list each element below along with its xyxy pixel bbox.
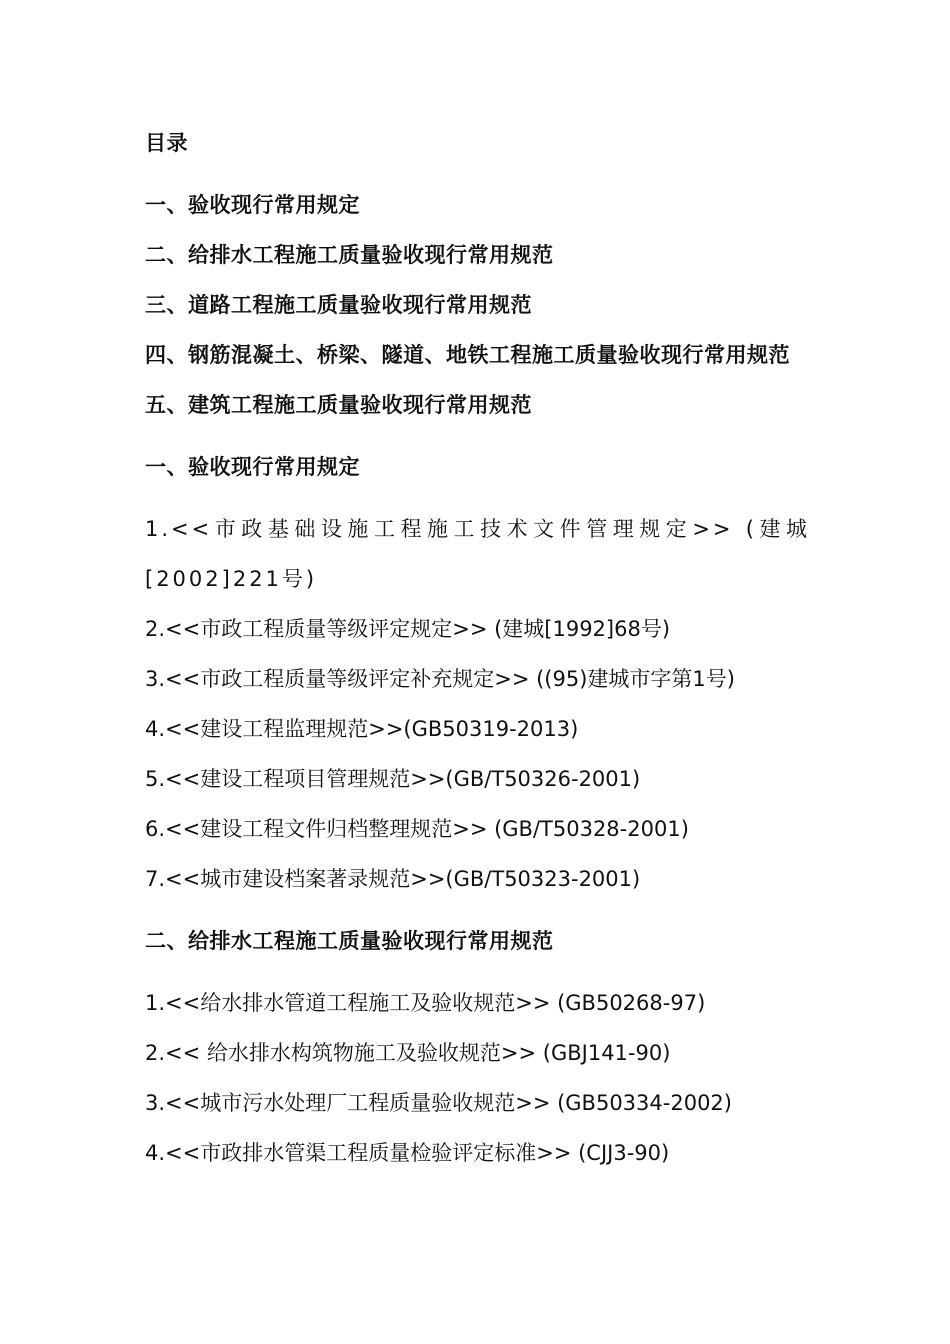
list-item: 5.<<建设工程项目管理规范>>(GB/T50326-2001) <box>145 767 641 791</box>
document-page <box>145 118 810 1178</box>
list-item: 1.<<市政基础设施工程施工技术文件管理规定>> (建城[2002]221号) <box>145 517 810 591</box>
toc-item: 四、钢筋混凝土、桥梁、隧道、地铁工程施工质量验收现行常用规范 <box>145 343 790 367</box>
list-item: 7.<<城市建设档案著录规范>>(GB/T50323-2001) <box>145 867 641 891</box>
list-item: 2.<< 给水排水构筑物施工及验收规范>> (GBJ141-90) <box>145 1041 671 1065</box>
toc-item: 三、道路工程施工质量验收现行常用规范 <box>145 293 532 317</box>
section-heading: 一、验收现行常用规定 <box>145 455 360 479</box>
toc-title: 目录 <box>145 131 188 155</box>
toc-item: 一、验收现行常用规定 <box>145 193 360 217</box>
list-item: 4.<<建设工程监理规范>>(GB50319-2013) <box>145 717 579 741</box>
section-heading: 二、给排水工程施工质量验收现行常用规范 <box>145 929 554 953</box>
list-item: 1.<<给水排水管道工程施工及验收规范>> (GB50268-97) <box>145 991 706 1015</box>
standard-list <box>145 978 810 1178</box>
list-item: 6.<<建设工程文件归档整理规范>> (GB/T50328-2001) <box>145 817 689 841</box>
toc-item: 五、建筑工程施工质量验收现行常用规范 <box>145 393 532 417</box>
list-item: 3.<<城市污水处理厂工程质量验收规范>> (GB50334-2002) <box>145 1091 732 1115</box>
list-item: 4.<<市政排水管渠工程质量检验评定标准>> (CJJ3-90) <box>145 1141 670 1165</box>
regulation-list <box>145 504 810 904</box>
toc-list <box>145 180 810 430</box>
toc-item: 二、给排水工程施工质量验收现行常用规范 <box>145 243 554 267</box>
list-item: 3.<<市政工程质量等级评定补充规定>> ((95)建城市字第1号) <box>145 667 735 691</box>
list-item: 2.<<市政工程质量等级评定规定>> (建城[1992]68号) <box>145 617 671 641</box>
